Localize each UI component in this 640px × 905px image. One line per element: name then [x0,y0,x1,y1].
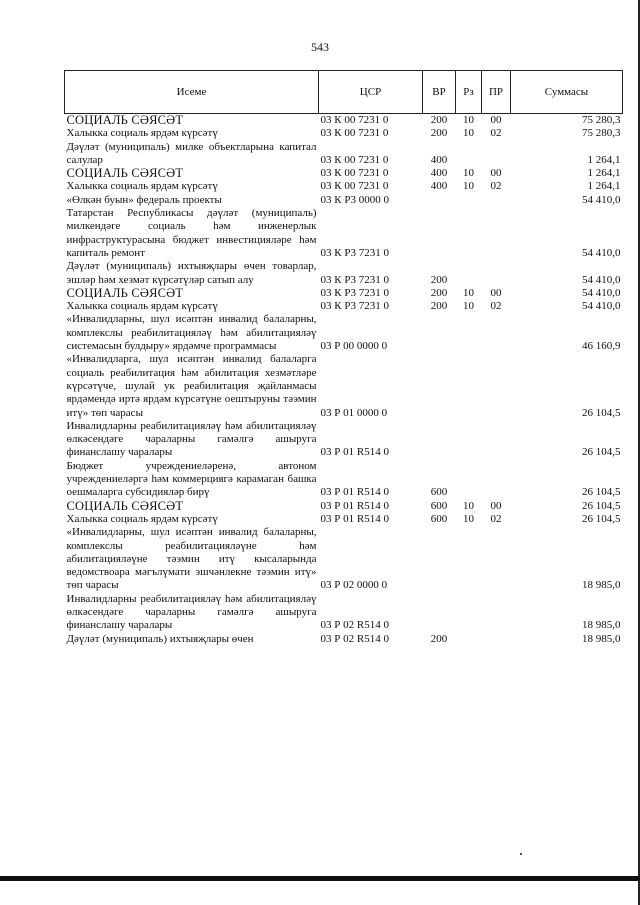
cell-pr: 02 [490,127,502,140]
cell-vr [423,593,456,633]
cell-name: СОЦИАЛЬ СӘЯСӘТ [66,498,184,513]
scan-speck [520,853,522,855]
cell-vr: 200 [430,632,448,645]
cell-sum: 54 410,0 [582,273,621,286]
cell-pr: 00 [490,167,502,180]
cell-name: СОЦИАЛЬ СӘЯСӘТ [66,285,184,300]
cell-sum: 54 410,0 [582,246,621,259]
cell-pr [482,141,511,168]
cell-name: Инвалидларны реабилитацияләү һәм абилитацияләү өлкәсендәге чараларны гамәлгә ашыруга финанслашу чаралары [66,592,317,632]
cell-rz [456,313,482,353]
cell-vr: 400 [430,167,448,180]
table-row [65,353,623,419]
table-header-row [65,71,623,114]
cell-pr [482,593,511,633]
cell-name: Дәүләт (муниципаль) ихтыяҗлары өчен товарлар, эшләр һәм хезмәт күрсәтүләр сатып алу [66,260,317,286]
cell-pr [482,460,511,500]
cell-name: Инвалидларны реабилитацияләү һәм абилитацияләү өлкәсендәге чараларны гамәлгә ашыруга финанслашу чаралары [66,419,317,459]
cell-rz: 10 [463,512,474,525]
cell-csr: 03 Р 01 0000 0 [320,406,388,419]
cell-sum: 54 410,0 [582,286,621,299]
cell-rz [456,207,482,260]
cell-name: Дәүләт (муниципаль) милке объектларына капитал салулар [66,140,317,166]
cell-vr [423,420,456,460]
cell-name: Халыкка социаль ярдәм күрсәтү [66,180,218,193]
cell-name: «Инвалидларны, шул исәптән инвалид балаларны, комплекслы реабилитацияләүне һәм абилитацияләүне тәэмин итү кысаларында ведомствоара мәгълүмати эшчәнлекне тәэмин итү» төп чарасы [66,526,317,592]
cell-vr [423,207,456,260]
cell-vr [423,194,456,207]
cell-sum: 26 104,5 [582,406,621,419]
cell-pr: 02 [490,300,502,313]
cell-sum: 75 280,3 [582,127,621,140]
cell-sum: 26 104,5 [582,512,621,525]
cell-csr: 03 К 00 7231 0 [320,180,389,193]
cell-csr: 03 Р 02 R514 0 [320,619,389,632]
table-row [65,513,623,526]
cell-sum: 18 985,0 [582,619,621,632]
cell-name: Дәүләт (муниципаль) ихтыяҗлары өчен [66,632,254,645]
cell-vr: 400 [430,153,448,166]
cell-sum: 26 104,5 [582,499,621,512]
cell-rz [456,353,482,419]
cell-csr: 03 К 00 7231 0 [320,114,389,126]
cell-rz [456,526,482,592]
cell-sum: 26 104,5 [582,446,621,459]
table-row [65,180,623,193]
cell-csr: 03 Р 00 0000 0 [320,340,388,353]
cell-sum: 46 160,9 [582,340,621,353]
table-row [65,207,623,260]
cell-csr: 03 К Р3 7231 0 [320,246,389,259]
cell-vr [423,526,456,592]
cell-csr: 03 К 00 7231 0 [320,167,389,180]
cell-sum: 18 985,0 [582,579,621,592]
budget-table [64,70,623,646]
cell-name: «Инвалидларны, шул исәптән инвалид балаларны, комплекслы реабилитацияләү һәм абилитацияләү системасын булдыру» ярдәмче программасы [66,313,317,353]
cell-rz: 10 [463,499,474,512]
cell-vr: 600 [430,512,448,525]
cell-sum: 26 104,5 [582,486,621,499]
cell-pr [482,313,511,353]
cell-rz: 10 [463,114,474,126]
table-row [65,593,623,633]
cell-rz [456,633,482,646]
cell-name: СОЦИАЛЬ СӘЯСӘТ [66,166,184,181]
cell-csr: 03 Р 01 R514 0 [320,446,389,459]
cell-name: «Өлкән буын» федераль проекты [66,193,222,206]
table-row [65,526,623,592]
table-row [65,500,623,513]
scan-bottom-bar [0,876,640,881]
cell-pr: 00 [490,114,502,126]
cell-pr [482,207,511,260]
table-row [65,287,623,300]
page-number: 543 [311,40,329,54]
cell-csr: 03 К Р3 7231 0 [320,273,389,286]
cell-csr: 03 Р 01 R514 0 [320,512,389,525]
cell-csr: 03 Р 01 R514 0 [320,486,389,499]
table-row [65,114,623,128]
table-body [65,114,623,646]
cell-name: Бюджет учреждениеләренә, автоном учреждениеләргә һәм коммерциягә карамаган башка оешмаларга субсидияләр бирү [66,459,317,499]
cell-pr [482,260,511,287]
cell-pr: 00 [490,499,502,512]
cell-csr: 03 К Р3 7231 0 [320,300,389,313]
cell-vr: 200 [430,300,448,313]
table-row [65,127,623,140]
cell-rz [456,194,482,207]
cell-vr: 200 [430,127,448,140]
header-name: Исеме [65,71,319,114]
table-row [65,313,623,353]
cell-vr: 200 [430,286,448,299]
cell-pr [482,633,511,646]
cell-rz [456,420,482,460]
cell-csr: 03 Р 01 R514 0 [320,499,389,512]
header-rz: Рз [456,71,482,114]
cell-sum: 75 280,3 [582,114,621,126]
table-row [65,460,623,500]
cell-name: Халыкка социаль ярдәм күрсәтү [66,300,218,313]
table-row [65,420,623,460]
table-row [65,260,623,287]
cell-pr [482,526,511,592]
cell-pr [482,420,511,460]
cell-rz [456,593,482,633]
cell-pr [482,194,511,207]
cell-pr: 02 [490,180,502,193]
cell-csr: 03 К 00 7231 0 [320,127,389,140]
cell-vr: 200 [430,273,448,286]
cell-rz [456,260,482,287]
cell-vr: 200 [430,114,448,126]
cell-rz: 10 [463,180,474,193]
table-row [65,141,623,168]
cell-sum: 1 264,1 [587,167,621,180]
table-row [65,300,623,313]
cell-name: «Инвалидларга, шул исәптән инвалид балаларга социаль реабилитация һәм абилитация хезмәтләре күрсәтүче, шулай ук реабилитация җайланмасы ярдәмендә иртә ярдәм күрсәтүне оештыруны тәэмин итү» төп чарасы [66,353,317,419]
cell-vr: 600 [430,499,448,512]
table-row [65,633,623,646]
cell-vr [423,353,456,419]
cell-rz: 10 [463,167,474,180]
header-pr: ПР [482,71,511,114]
cell-rz [456,460,482,500]
cell-name: Халыкка социаль ярдәм күрсәтү [66,512,218,525]
header-vr: ВР [423,71,456,114]
cell-vr [423,313,456,353]
cell-name: СОЦИАЛЬ СӘЯСӘТ [66,113,184,127]
header-csr: ЦСР [319,71,423,114]
cell-csr: 03 К Р3 7231 0 [320,286,389,299]
cell-rz [456,141,482,168]
cell-vr: 400 [430,180,448,193]
cell-sum: 1 264,1 [587,180,621,193]
cell-name: Халыкка социаль ярдәм күрсәтү [66,127,218,140]
cell-sum: 54 410,0 [582,300,621,313]
cell-rz: 10 [463,300,474,313]
cell-rz: 10 [463,286,474,299]
cell-csr: 03 К Р3 0000 0 [320,193,389,206]
header-sum: Суммасы [511,71,623,114]
cell-pr: 00 [490,286,502,299]
cell-csr: 03 К 00 7231 0 [320,153,389,166]
cell-csr: 03 Р 02 R514 0 [320,632,389,645]
cell-vr: 600 [430,486,448,499]
cell-sum: 54 410,0 [582,193,621,206]
table-row [65,167,623,180]
cell-pr: 02 [490,512,502,525]
table-row [65,194,623,207]
cell-rz: 10 [463,127,474,140]
cell-sum: 18 985,0 [582,632,621,645]
cell-sum: 1 264,1 [587,153,621,166]
cell-pr [482,353,511,419]
cell-csr: 03 Р 02 0000 0 [320,579,388,592]
cell-name: Татарстан Республикасы дәүләт (муниципаль) милкендәге социаль һәм инженерлык инфраструктурасына бюджет инвестицияләре һәм капиталь ремонт [66,207,317,259]
